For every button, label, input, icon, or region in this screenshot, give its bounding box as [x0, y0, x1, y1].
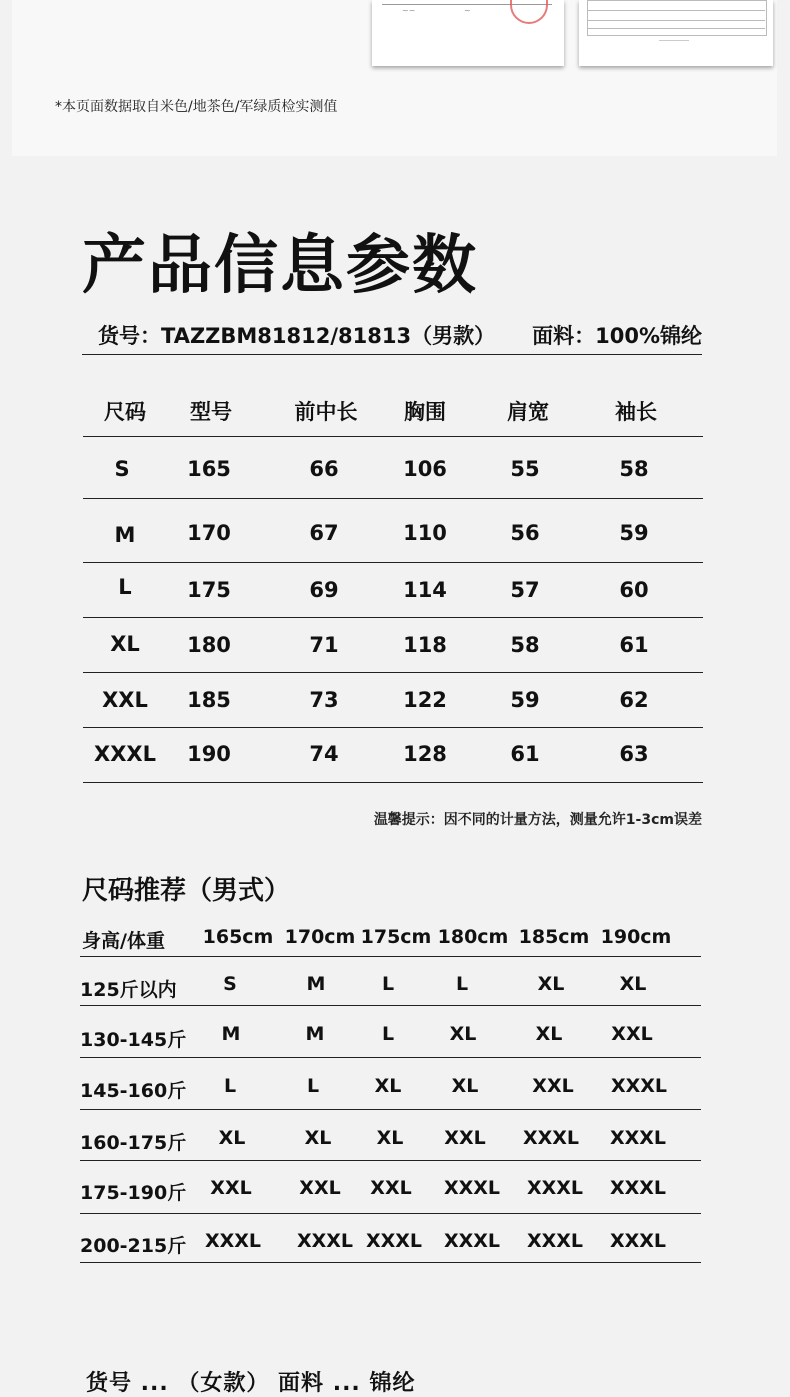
cell: L: [223, 1075, 237, 1097]
cell: M: [114, 523, 136, 547]
cell: 175: [187, 578, 231, 602]
cell: 185: [187, 688, 231, 712]
cell: XXL: [611, 1023, 653, 1045]
size-table: [83, 384, 703, 783]
cell: XXXL: [522, 1127, 580, 1149]
cell: XXXL: [609, 1127, 667, 1149]
cell: 118: [403, 633, 447, 657]
item-number: 货号：TAZZBM81812/81813（男款）: [98, 324, 496, 348]
table-row: [83, 673, 703, 728]
table-row: [83, 499, 703, 563]
cell: XXXL: [526, 1177, 584, 1199]
cell: 106: [403, 457, 447, 481]
cell: 190: [187, 742, 231, 766]
table-row: [80, 1006, 701, 1058]
cell: XL: [218, 1127, 246, 1149]
cell: M: [305, 1023, 325, 1045]
cell: XL: [537, 973, 565, 995]
cell: S: [223, 973, 237, 995]
header-height-weight: 身高/体重: [82, 930, 165, 952]
cell: XXXL: [443, 1230, 501, 1252]
table-row: [80, 1110, 701, 1161]
cell: L: [381, 973, 395, 995]
header-height: 170cm: [284, 926, 356, 948]
cell: XXXL: [443, 1177, 501, 1199]
cell: XXXL: [526, 1230, 584, 1252]
cell: 62: [619, 688, 649, 712]
row-label: 125斤以内: [80, 979, 177, 1001]
table-row: [80, 1058, 701, 1110]
header-size: 尺码: [104, 400, 146, 424]
cell: M: [306, 973, 326, 995]
fabric-info: 面料：100%锦纶: [532, 324, 702, 348]
header-height: 165cm: [202, 926, 274, 948]
cell: L: [455, 973, 469, 995]
cell: XXL: [370, 1177, 412, 1199]
row-label: 145-160斤: [80, 1080, 187, 1102]
row-label: 175-190斤: [80, 1182, 187, 1204]
header-chest: 胸围: [404, 400, 446, 424]
cell: 110: [403, 521, 447, 545]
cell: XXXL: [609, 1177, 667, 1199]
cell: 57: [510, 578, 540, 602]
cell: XXL: [210, 1177, 252, 1199]
table-row: [83, 437, 703, 499]
cell: 55: [510, 457, 540, 481]
header-shoulder: 肩宽: [507, 400, 549, 424]
inspection-report-image-2[interactable]: [579, 0, 773, 66]
header-front-length: 前中长: [294, 400, 358, 424]
cell: 165: [187, 457, 231, 481]
header-height: 185cm: [518, 926, 590, 948]
cell: 114: [403, 578, 447, 602]
cell: XXXL: [204, 1230, 262, 1252]
header-sleeve: 袖长: [615, 400, 657, 424]
size-recommend-table: [80, 920, 701, 1263]
table-row: [83, 618, 703, 673]
cell: M: [221, 1023, 241, 1045]
cell: XL: [376, 1127, 404, 1149]
cell: 58: [619, 457, 649, 481]
table-row: [83, 563, 703, 618]
cell: XXL: [299, 1177, 341, 1199]
cell: 69: [309, 578, 339, 602]
cell: S: [114, 457, 130, 481]
row-label: 160-175斤: [80, 1132, 187, 1154]
cell: XL: [374, 1075, 402, 1097]
cell: XXXL: [609, 1230, 667, 1252]
cell: 63: [619, 742, 649, 766]
cell: 56: [510, 521, 540, 545]
cell: XL: [535, 1023, 563, 1045]
cell: 60: [619, 578, 649, 602]
recommend-header: [80, 920, 701, 957]
row-label: 130-145斤: [80, 1029, 187, 1051]
cell: XXXL: [296, 1230, 354, 1252]
table-row: [80, 957, 701, 1006]
cell: 59: [619, 521, 649, 545]
header-height: 180cm: [437, 926, 509, 948]
page-title: 产品信息参数: [82, 229, 478, 303]
header-model: 型号: [190, 400, 232, 424]
table-row: [80, 1214, 701, 1263]
row-label: 200-215斤: [80, 1235, 187, 1257]
cell: XL: [619, 973, 647, 995]
cell: 180: [187, 633, 231, 657]
header-height: 190cm: [600, 926, 672, 948]
inspection-card: [12, 0, 777, 156]
cell: 67: [309, 521, 339, 545]
product-spec-row: [82, 318, 702, 355]
size-table-header: [83, 384, 703, 437]
cell: 58: [510, 633, 540, 657]
cell: L: [381, 1023, 395, 1045]
cell: XXXL: [94, 742, 156, 766]
cell: XL: [110, 632, 140, 656]
cell: L: [306, 1075, 320, 1097]
cell: XL: [449, 1023, 477, 1045]
cell: 122: [403, 688, 447, 712]
cell: XL: [451, 1075, 479, 1097]
cell: 74: [309, 742, 339, 766]
cell: 59: [510, 688, 540, 712]
cell: XXL: [102, 688, 148, 712]
data-source-footnote: *本页面数据取自米色/地茶色/军绿质检实测值: [55, 99, 338, 115]
cell: L: [118, 575, 132, 599]
cell: 170: [187, 521, 231, 545]
cell: 128: [403, 742, 447, 766]
cell: XXL: [444, 1127, 486, 1149]
table-row: [80, 1161, 701, 1214]
cell: 66: [309, 457, 339, 481]
cell: XL: [304, 1127, 332, 1149]
cell: 73: [309, 688, 339, 712]
cell: 71: [309, 633, 339, 657]
inspection-report-image-1[interactable]: ~~ ~: [372, 0, 564, 66]
cell: XXL: [532, 1075, 574, 1097]
cell: 61: [619, 633, 649, 657]
measurement-tip: 温馨提示：因不同的计量方法，测量允许1-3cm误差: [373, 812, 702, 828]
cell: 61: [510, 742, 540, 766]
table-row: [83, 728, 703, 783]
cell: XXXL: [610, 1075, 668, 1097]
recommend-title: 尺码推荐（男式）: [82, 876, 291, 906]
header-height: 175cm: [360, 926, 432, 948]
cell: XXXL: [365, 1230, 423, 1252]
next-section-cut-off: 货号 ... （女款） 面料 ... 锦纶: [86, 1371, 416, 1396]
